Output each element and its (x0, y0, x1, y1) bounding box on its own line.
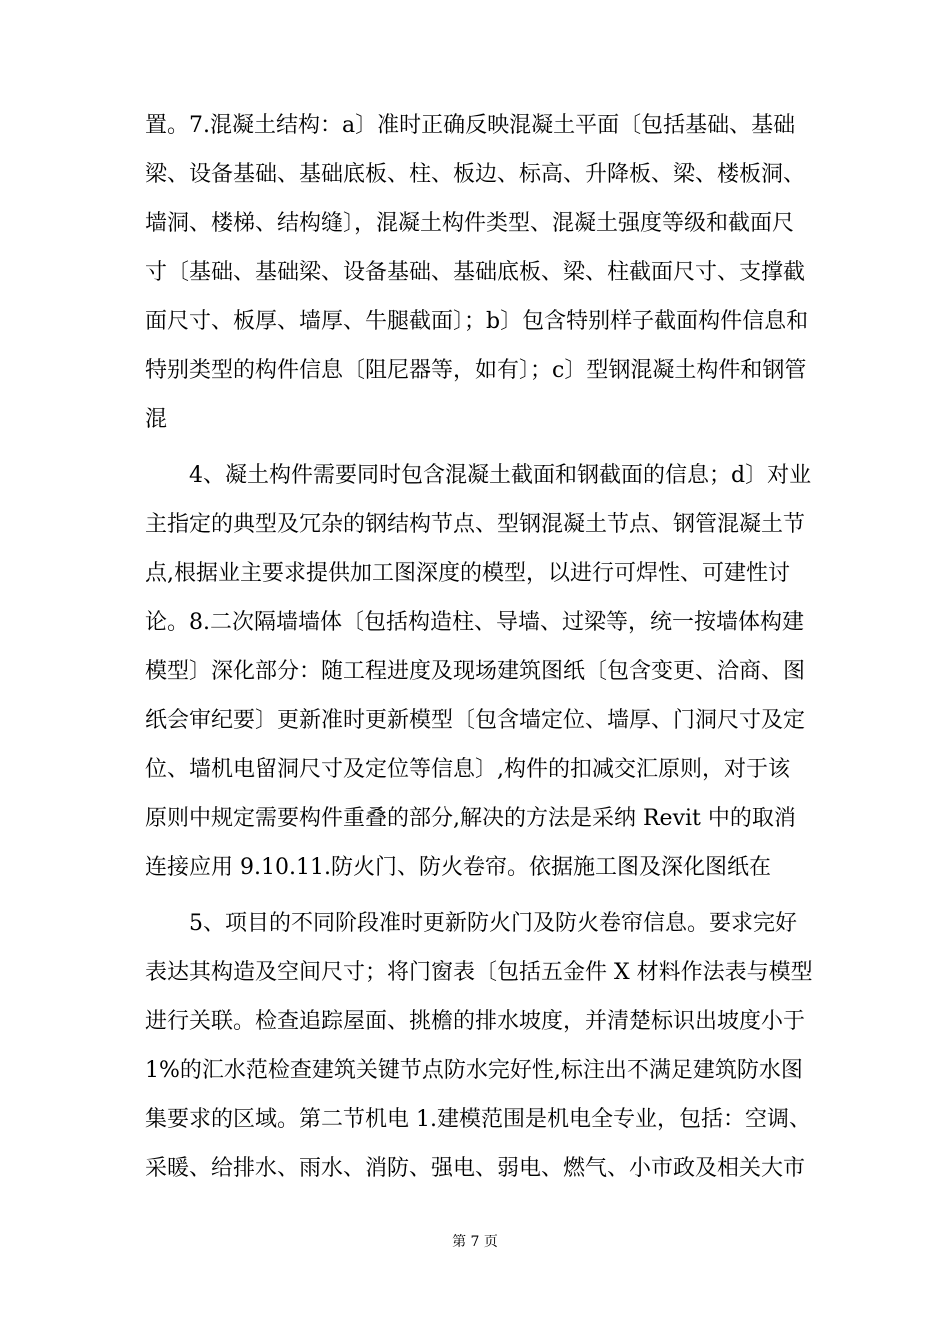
paragraph-gap (145, 892, 825, 899)
text-line: 模型〕深化部分：随工程进度及现场建筑图纸〔包含变更、洽商、图 (145, 659, 806, 684)
text-line: 1%的汇水范检查建筑关键节点防水完好性,标注出不满足建筑防水图 (145, 1058, 803, 1083)
paragraph-gap (145, 444, 825, 451)
text-line: 置。7.混凝土结构：a〕准时正确反映混凝土平面〔包括基础、基础 (145, 113, 796, 138)
text-line: 进行关联。检查追踪屋面、挑檐的排水坡度，并清楚标识出坡度小于 (145, 1009, 806, 1034)
text-line: 混 (145, 407, 168, 432)
paragraph-start-line: 4、凝土构件需要同时包含混凝土截面和钢截面的信息；d〕对业 (189, 463, 812, 488)
text-line: 采暖、给排水、雨水、消防、强电、弱电、燃气、小市政及相关大市 (145, 1156, 806, 1181)
text-line: 连接应用 9.10.11.防火门、防火卷帘。依据施工图及深化图纸在 (145, 855, 771, 880)
text-line: 论。8.二次隔墙墙体〔包括构造柱、导墙、过梁等，统一按墙体构建 (145, 610, 804, 635)
text-line: 特别类型的构件信息〔阻尼器等，如有〕；c〕型钢混凝土构件和钢管 (145, 358, 807, 383)
text-line: 面尺寸、板厚、墙厚、牛腿截面〕；b〕包含特别样子截面构件信息和 (145, 309, 809, 334)
text-line: 纸会审纪要〕更新准时更新模型〔包含墙定位、墙厚、门洞尺寸及定 (145, 708, 806, 733)
text-line: 寸〔基础、基础梁、设备基础、基础底板、梁、柱截面尺寸、支撑截 (145, 260, 806, 285)
text-line: 表达其构造及空间尺寸；将门窗表〔包括五金件 X 材料作法表与模型 (145, 960, 813, 985)
text-line: 原则中规定需要构件重叠的部分,解决的方法是采纳 Revit 中的取消 (145, 806, 796, 831)
page-number: 第 7 页 (452, 1234, 498, 1250)
text-line: 墙洞、楼梯、结构缝〕，混凝土构件类型、混凝土强度等级和截面尺 (145, 211, 795, 236)
document-body (145, 101, 825, 1193)
text-line: 位、墙机电留洞尺寸及定位等信息〕,构件的扣减交汇原则，对于该 (145, 757, 790, 782)
paragraph-start-line: 5、项目的不同阶段准时更新防火门及防火卷帘信息。要求完好 (189, 911, 797, 936)
text-line: 主指定的典型及冗杂的钢结构节点、型钢混凝土节点、钢管混凝土节 (145, 512, 806, 537)
text-line: 集要求的区域。第二节机电 1.建模范围是机电全专业，包括：空调、 (145, 1107, 811, 1132)
text-line: 点,根据业主要求提供加工图深度的模型，以进行可焊性、可建性讨 (145, 561, 790, 586)
text-line: 梁、设备基础、基础底板、柱、板边、标高、升降板、梁、楼板洞、 (145, 162, 806, 187)
